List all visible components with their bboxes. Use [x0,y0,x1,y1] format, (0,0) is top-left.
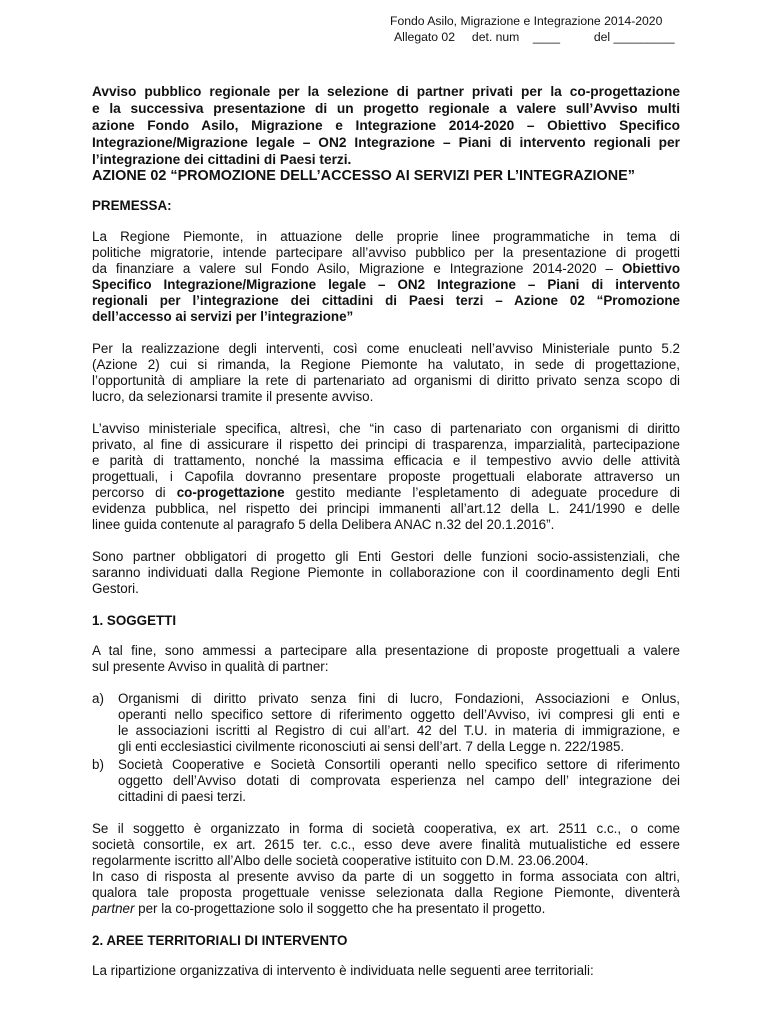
list-item-a-line-2: operanti nello specifico settore di riferimento oggetto dell’Avviso, ivi compresi gli enti e [118,707,680,722]
soggetti-p5-line-2: società consortile, ex art. 2615 ter. c.c., esso deve avere finalità mutualistiche ed essere [92,837,680,852]
soggetti-p5-line-6-rest: per la co-progettazione solo il soggetto che ha presentato il progetto. [134,901,546,916]
premessa-p1-line-3 [92,261,680,277]
premessa-p1-line-2: politiche migratorie, intende partecipare all’avviso pubblico per la presentazione di progetti [92,245,680,260]
premessa-p1-line-3-plain: da finanziare a valere sul Fondo Asilo, Migrazione e Integrazione 2014-2020 – [92,261,622,276]
soggetti-intro-line-2: sul presente Avviso in qualità di partner: [92,659,329,674]
list-marker-a: a) [92,691,104,706]
list-marker-b: b) [92,757,104,772]
premessa-p2-line-3: l’opportunità di ampliare la rete di partenariato ad organismi di diritto privato senza scopo di [92,373,680,388]
soggetti-p5-line-3: regolarmente iscritto all’Albo delle società cooperative istituito con D.M. 23.06.2004. [92,853,589,868]
premessa-p3-line-5-b: gestito mediante l’espletamento di adeguate procedure di [284,485,680,500]
premessa-p2-line-4: lucro, da selezionarsi tramite il presente avviso. [92,389,374,404]
premessa-p3-line-1: L’avviso ministeriale specifica, altresì, che “in caso di partenariato con organismi di diritto [92,421,680,436]
premessa-p3-line-6: evidenza pubblica, nel rispetto dei principi immanenti all’art.12 della L. 241/1990 e delle [92,501,680,516]
premessa-p4-line-3: Gestori. [92,581,139,596]
premessa-p3-line-3: e parità di trattamento, nonché la massima efficacia e il tempestivo avvio delle attività [92,453,680,468]
title-line-3: azione Fondo Asilo, Migrazione e Integrazione 2014-2020 – Obiettivo Specifico [92,118,680,133]
soggetti-p5-line-6 [92,901,680,917]
premessa-p3-line-5-a: percorso di [92,485,177,500]
header-line-1: Fondo Asilo, Migrazione e Integrazione 2014-2020 [390,14,663,28]
premessa-p3-line-7: linee guida contenute al paragrafo 5 della Delibera ANAC n.32 del 20.1.2016”. [92,517,555,532]
list-item-b-line-2: oggetto dell’Avviso dotati di comprovata esperienza nel campo dell’ integrazione dei [118,773,680,788]
premessa-p3-line-2: privato, al fine di assicurare il rispetto dei principi di trasparenza, imparzialità, partecipazione [92,437,680,452]
soggetti-p5-line-5: qualora tale proposta progettuale venisse selezionata dalla Regione Piemonte, diventerà [92,885,680,900]
list-item-a-line-4: gli enti ecclesiastici civilmente riconosciuti ai sensi dell’art. 7 della Legge n. 222/1985. [118,739,625,754]
premessa-p1-line-4: Specifico Integrazione/Migrazione legale – ON2 Integrazione – Piani di intervento [92,277,680,292]
list-item-a-line-1: Organismi di diritto privato senza fini di lucro, Fondazioni, Associazioni e Onlus, [118,691,680,706]
aree-heading: 2. AREE TERRITORIALI DI INTERVENTO [92,933,348,948]
co-progettazione-bold: co-progettazione [176,485,285,500]
header-line-2: Allegato 02 det. num ____ del _________ [394,30,675,44]
premessa-p1-line-1: La Regione Piemonte, in attuazione delle proprie linee programmatiche in tema di [92,229,680,244]
soggetti-p5-line-1: Se il soggetto è organizzato in forma di società cooperativa, ex art. 2511 c.c., o come [92,821,680,836]
premessa-p1-line-3-bold: Obiettivo [621,261,680,276]
list-item-b-line-1: Società Cooperative e Società Consortili operanti nello specifico settore di riferimento [118,757,680,772]
aree-text: La ripartizione organizzativa di intervento è individuata nelle seguenti aree territoriali: [92,963,594,978]
premessa-p4-line-1: Sono partner obbligatori di progetto gli Enti Gestori delle funzioni socio-assistenziali, che [92,549,680,564]
premessa-p3-line-5 [92,485,680,501]
premessa-p2-line-1: Per la realizzazione degli interventi, così come enucleati nell’avviso Ministeriale punto 5.2 [92,341,680,356]
list-item-a-line-3: le associazioni iscritti al Registro di cui all’art. 42 del T.U. in materia di immigrazione, e [118,723,680,738]
premessa-p3-line-4: progettuali, i Capofila dovranno presentare proposte progettuali elaborate attraverso un [92,469,680,484]
premessa-heading: PREMESSA: [92,198,172,213]
title-line-4: Integrazione/Migrazione legale – ON2 Integrazione – Piani di intervento regionali per [92,135,680,150]
partner-italic: partner [92,901,135,916]
soggetti-heading: 1. SOGGETTI [92,613,177,628]
list-item-b-line-3: cittadini di paesi terzi. [118,789,247,804]
soggetti-intro-line-1: A tal fine, sono ammessi a partecipare alla presentazione di proposte progettuali a valere [92,643,680,658]
soggetti-p5-line-4: In caso di risposta al presente avviso da parte di un soggetto in forma associata con altri, [92,869,680,884]
premessa-p4-line-2: saranno individuati dalla Regione Piemonte in collaborazione con il coordinamento degli Enti [92,565,680,580]
premessa-p2-line-2: (Azione 2) cui si rimanda, la Regione Piemonte ha valutato, in sede di progettazione, [92,357,680,372]
premessa-p1-line-5: regionali per l’integrazione dei cittadini di Paesi terzi – Azione 02 “Promozione [92,293,680,308]
title-line-1: Avviso pubblico regionale per la selezione di partner privati per la co-progettazione [92,84,680,99]
azione-title: AZIONE 02 “PROMOZIONE DELL’ACCESSO AI SERVIZI PER L’INTEGRAZIONE” [92,168,635,184]
premessa-p1-line-6: dell’accesso ai servizi per l’integrazione” [92,309,354,324]
title-line-2: e la successiva presentazione di un progetto regionale a valere sull’Avviso multi [92,101,680,116]
title-line-5: l’integrazione dei cittadini di Paesi terzi. [92,152,352,167]
